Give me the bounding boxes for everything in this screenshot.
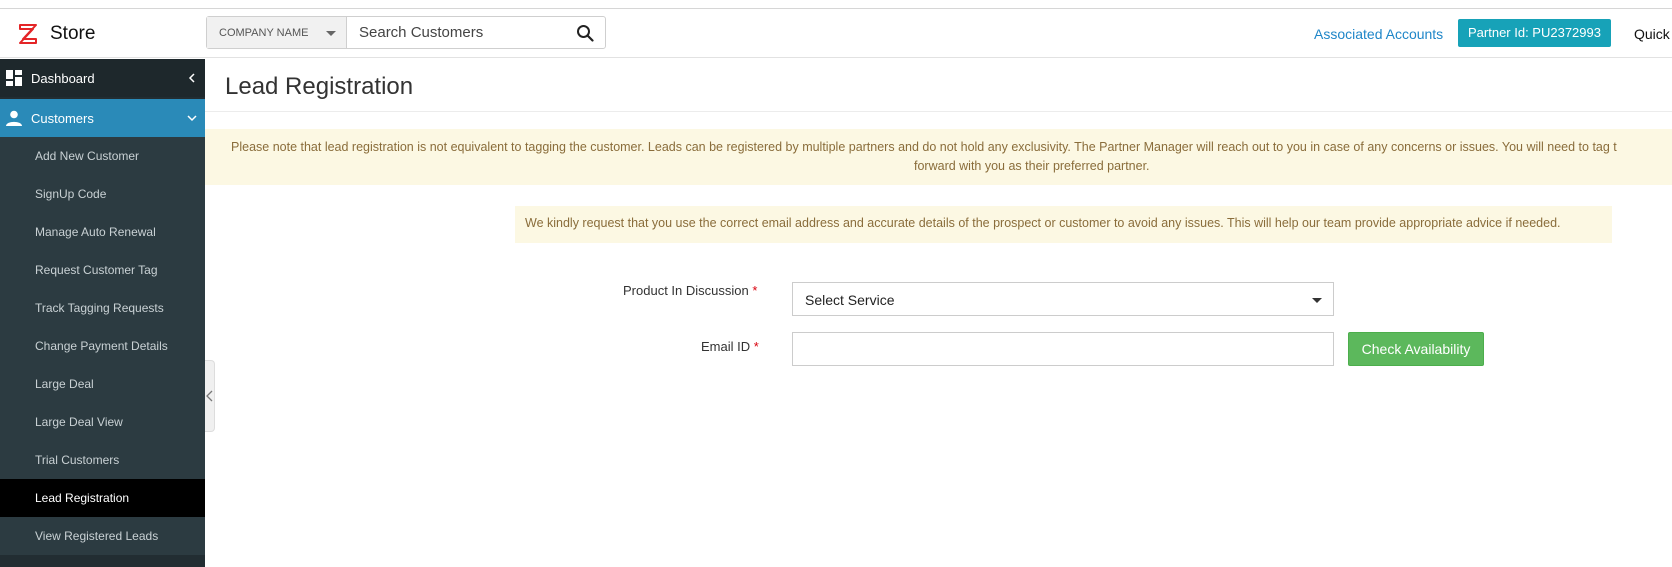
caret-down-icon: [326, 31, 336, 36]
check-availability-button[interactable]: Check Availability: [1348, 332, 1484, 366]
sidebar-subitem-trial-customers[interactable]: [0, 441, 205, 479]
sidebar-subitem-label: Add New Customer: [35, 149, 140, 163]
search-input[interactable]: [347, 17, 565, 48]
sidebar-subitem-label: Request Customer Tag: [35, 263, 158, 277]
required-asterisk: *: [753, 339, 759, 354]
required-asterisk: *: [752, 283, 758, 298]
top-header: [0, 10, 1672, 58]
brand-logo[interactable]: [16, 22, 95, 46]
sidebar-subitem-add-new-customer[interactable]: [0, 137, 205, 175]
sidebar-subitem-large-deal-view[interactable]: [0, 403, 205, 441]
search-button[interactable]: [565, 17, 605, 48]
sidebar-subitem-label: Track Tagging Requests: [35, 301, 164, 315]
lead-registration-notice: [205, 129, 1672, 185]
sidebar-subitem-label: Trial Customers: [35, 453, 120, 467]
dashboard-icon: [6, 70, 22, 86]
chevron-down-icon: [187, 113, 197, 123]
product-select-value: Select Service: [805, 292, 895, 308]
company-name-label: COMPANY NAME: [219, 26, 309, 39]
associated-accounts-link[interactable]: Associated Accounts: [1314, 26, 1444, 42]
app-name: Store: [50, 23, 96, 44]
sidebar-collapse-handle[interactable]: [205, 360, 215, 432]
email-field[interactable]: [792, 332, 1334, 366]
sidebar-subitem-manage-auto-renewal[interactable]: [0, 213, 205, 251]
notice-line-1: Please note that lead registration is not equivalent to tagging the customer. Leads can be registered by multiple partners and do not hold any exclusivity. The Partner Manager will reach out to you in case of any concerns or issues. You will need to tag t: [231, 140, 1617, 154]
sidebar: [0, 59, 205, 567]
email-accuracy-notice: We kindly request that you use the correct email address and accurate details of the prospect or customer to avoid any issues. This will help our team provide appropriate advice if needed.: [515, 206, 1612, 243]
sidebar-item-dashboard[interactable]: [0, 59, 205, 97]
sidebar-subitem-large-deal[interactable]: [0, 365, 205, 403]
page-title: Lead Registration: [225, 73, 414, 100]
sidebar-item-customers[interactable]: [0, 99, 205, 137]
sidebar-subitem-signup-code[interactable]: [0, 175, 205, 213]
product-label-text: Product In Discussion: [623, 283, 749, 298]
divider: [205, 111, 1672, 112]
main-content: [205, 59, 1672, 567]
quick-menu[interactable]: Quick: [1634, 26, 1670, 42]
zoho-z-icon: [16, 22, 40, 46]
product-in-discussion-label: [623, 283, 757, 298]
user-icon: [6, 110, 22, 126]
chevron-left-icon: [206, 390, 213, 402]
partner-id-badge[interactable]: Partner Id: PU2372993: [1458, 19, 1611, 47]
sidebar-subitem-label: Manage Auto Renewal: [35, 225, 156, 239]
product-service-select[interactable]: [792, 282, 1334, 316]
sidebar-subitem-request-customer-tag[interactable]: [0, 251, 205, 289]
email-label-text: Email ID: [701, 339, 751, 354]
sidebar-subitem-lead-registration[interactable]: [0, 479, 205, 517]
sidebar-subitem-label: Change Payment Details: [35, 339, 168, 353]
top-strip: [0, 0, 1672, 9]
chevron-left-icon: [187, 73, 197, 83]
sidebar-subitem-label: SignUp Code: [35, 187, 107, 201]
sidebar-subitem-label: Large Deal: [35, 377, 94, 391]
email-id-label: [701, 339, 759, 354]
caret-down-icon: [1312, 298, 1322, 303]
sidebar-item-label: Customers: [31, 111, 94, 126]
sidebar-subitem-label: View Registered Leads: [35, 529, 159, 543]
search-icon: [576, 24, 594, 42]
sidebar-subitem-view-registered-leads[interactable]: [0, 517, 205, 555]
company-name-dropdown[interactable]: [207, 17, 347, 48]
sidebar-subitem-track-tagging-requests[interactable]: [0, 289, 205, 327]
sidebar-subitem-change-payment-details[interactable]: [0, 327, 205, 365]
sidebar-subitem-label: Lead Registration: [35, 491, 130, 505]
notice-line-2: forward with you as their preferred partner.: [914, 159, 1150, 173]
customer-search-bar: [206, 16, 606, 49]
sidebar-subitem-label: Large Deal View: [35, 415, 123, 429]
sidebar-item-label: Dashboard: [31, 71, 95, 86]
